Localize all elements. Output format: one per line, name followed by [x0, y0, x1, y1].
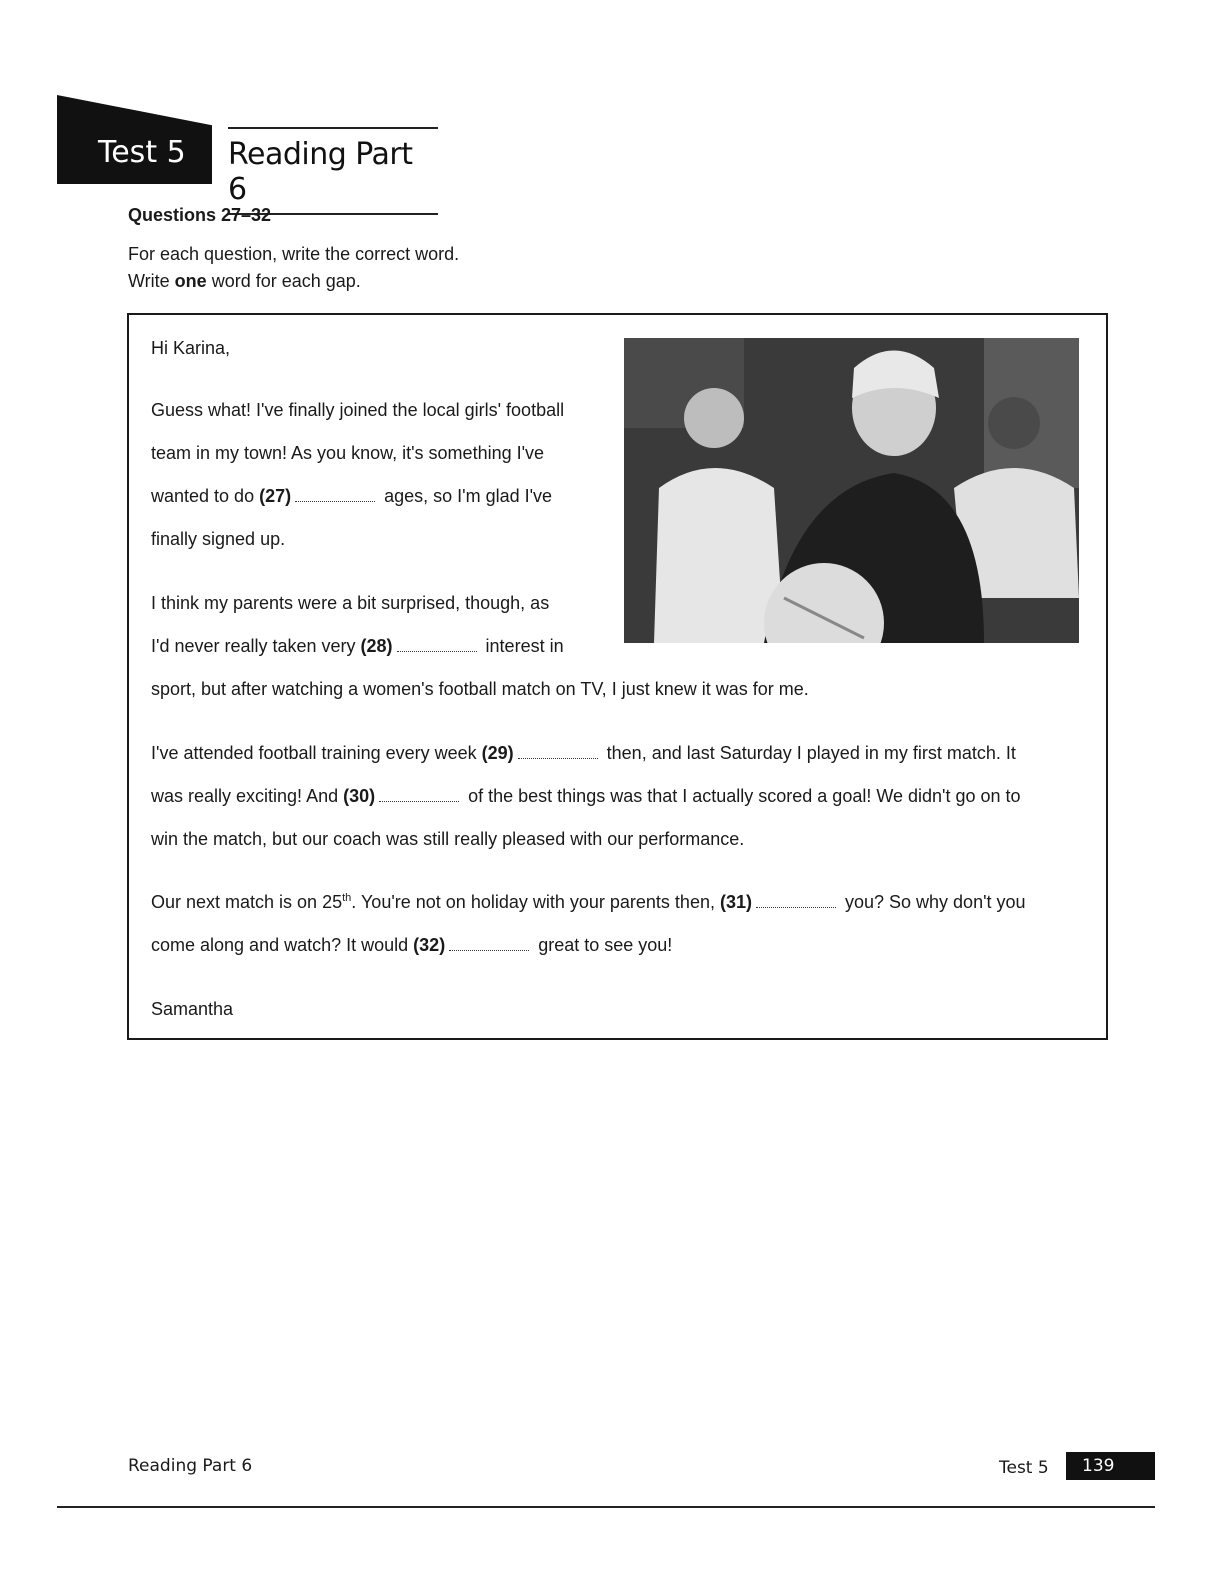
letter-line — [151, 743, 1016, 764]
letter-text: was really exciting! And — [151, 786, 344, 806]
gap-31-blank[interactable] — [756, 893, 836, 908]
test-label: Test 5 — [98, 135, 186, 170]
letter-text: then, and last Saturday I played in my first match. It — [601, 743, 1016, 763]
letter-text: ages, so I'm glad I've — [379, 486, 553, 506]
gap-32-blank[interactable] — [449, 936, 529, 951]
gap-29-blank[interactable] — [518, 744, 598, 759]
gap-27-blank[interactable] — [295, 487, 375, 502]
footer-section-label: Reading Part 6 — [128, 1456, 253, 1476]
letter-text: I've attended football training every week — [151, 743, 482, 763]
superscript: th — [342, 892, 352, 904]
letter-line — [151, 935, 672, 956]
letter-text: interest in — [480, 636, 564, 656]
letter-text: . You're not on holiday with your parents then, — [351, 892, 720, 912]
letter-text: you? So why don't you — [839, 892, 1026, 912]
instruction-text: Write — [128, 271, 175, 291]
letter-line — [151, 486, 552, 507]
instruction-line-1: For each question, write the correct word. — [128, 244, 460, 264]
football-players-photo — [624, 338, 1079, 643]
letter-line: finally signed up. — [151, 529, 286, 549]
gap-30-blank[interactable] — [379, 787, 459, 802]
instruction-bold: one — [174, 271, 207, 291]
instruction-line-2 — [128, 268, 459, 295]
letter-line — [151, 636, 564, 657]
gap-number-27: (27) — [259, 486, 292, 506]
gap-number-29: (29) — [481, 743, 514, 763]
instruction-text: word for each gap. — [206, 271, 361, 291]
letter-greeting: Hi Karina, — [151, 338, 231, 358]
letter-line: sport, but after watching a women's football match on TV, I just knew it was for me. — [151, 679, 809, 699]
letter-text: Our next match is on 25 — [151, 892, 343, 912]
gap-number-32: (32) — [413, 935, 446, 955]
instructions — [128, 241, 459, 295]
footer-test-label: Test 5 — [999, 1458, 1049, 1478]
letter-text: great to see you! — [533, 935, 673, 955]
gap-28-blank[interactable] — [397, 637, 477, 652]
letter-text: come along and watch? It would — [151, 935, 414, 955]
gap-number-30: (30) — [343, 786, 376, 806]
letter-text: of the best things was that I actually scored a goal! We didn't go on to — [463, 786, 1021, 806]
letter-line: team in my town! As you know, it's something I've — [151, 443, 545, 463]
letter-line: win the match, but our coach was still really pleased with our performance. — [151, 829, 745, 849]
gap-number-31: (31) — [719, 892, 752, 912]
letter-text: I'd never really taken very — [151, 636, 361, 656]
letter-line — [151, 786, 1021, 807]
footer-rule — [57, 1506, 1155, 1508]
letter-line: Guess what! I've finally joined the local girls' football — [151, 400, 565, 420]
letter-line — [151, 892, 1026, 913]
letter-signature: Samantha — [151, 999, 234, 1019]
questions-heading: Questions 27–32 — [128, 205, 272, 225]
letter-text: wanted to do — [151, 486, 260, 506]
page-number: 139 — [1082, 1456, 1115, 1476]
letter-line: I think my parents were a bit surprised, though, as — [151, 593, 550, 613]
section-title: Reading Part 6 — [228, 127, 438, 215]
gap-number-28: (28) — [360, 636, 393, 656]
